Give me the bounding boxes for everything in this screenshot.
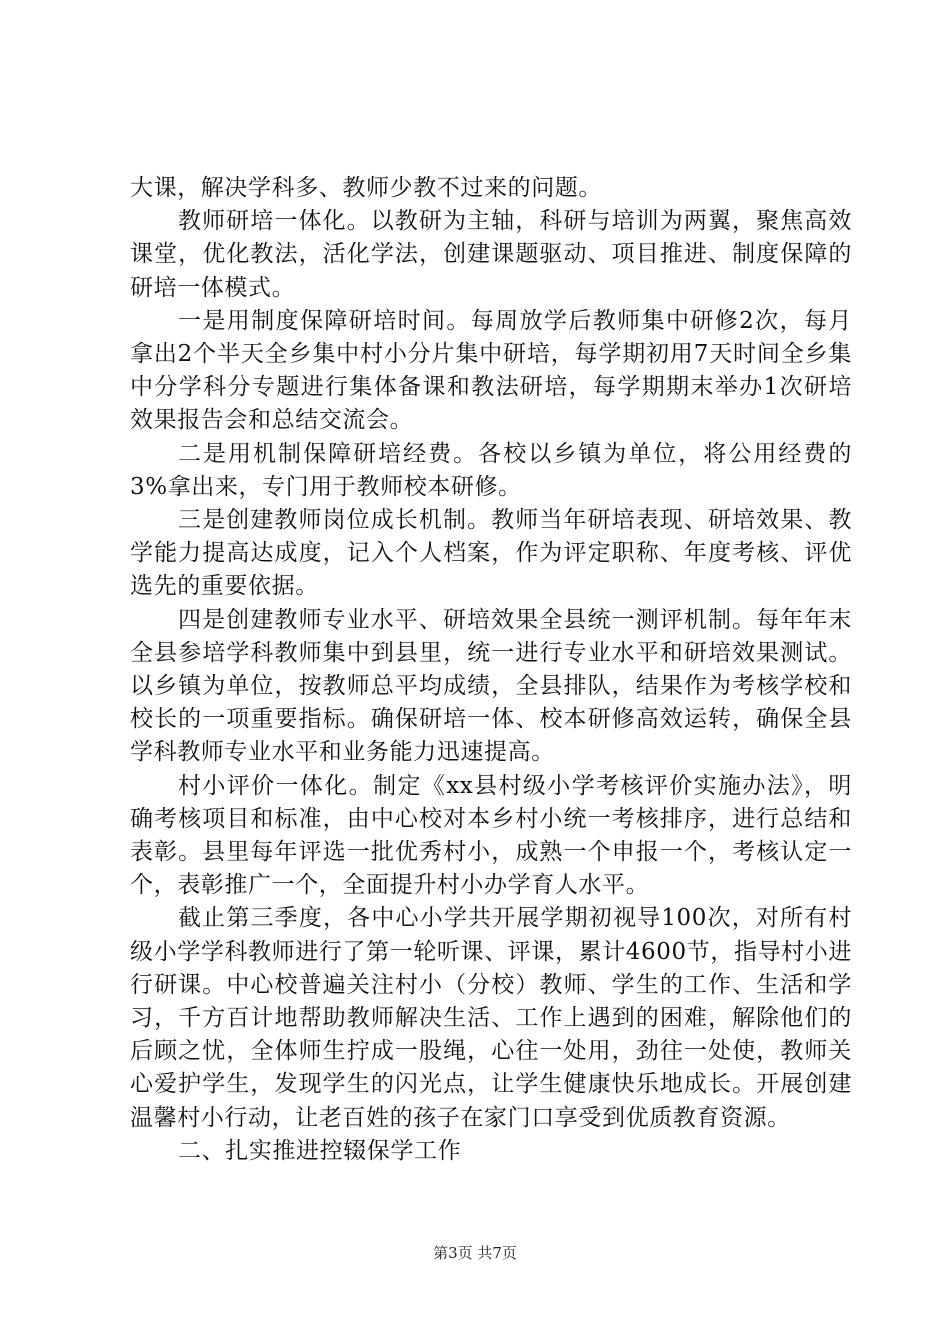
paragraph-continuation: 大课，解决学科多、教师少教不过来的问题。 xyxy=(130,175,602,201)
paragraph-training-funding: 二是用机制保障研培经费。各校以乡镇为单位，将公用经费的3%拿出来，专门用于教师校本研修。 xyxy=(130,440,852,500)
section-heading: 二、扎实推进控辍保学工作 xyxy=(178,1137,462,1164)
page-footer: 第3页 共7页 xyxy=(433,1244,517,1262)
paragraph-progress-summary: 截止第三季度，各中心小学共开展学期初视导100次，对所有村级小学学科教师进行了第一轮听课、评课，累计4600节，指导村小进行研课。中心校普遍关注村小（分校）教师、学生的工作、生活和学习，千方百计地帮助教师解决生活、工作上遇到的困难，解除他们的后顾之忧，全体师生拧成一股绳，心往一处用，劲往一处使，教师关心爱护学生，发现学生的闪光点，让学生健康快乐地成长。开展创建温馨村小行动，让老百姓的孩子在家门口享受到优质教育资源。 xyxy=(130,905,852,1131)
document-body xyxy=(130,172,852,1168)
paragraph-teacher-training-integration: 教师研培一体化。以教研为主轴，科研与培训为两翼，聚焦高效课堂，优化教法，活化学法，创建课题驱动、项目推进、制度保障的研培一体模式。 xyxy=(130,208,852,301)
paragraph-village-school-evaluation: 村小评价一体化。制定《xx县村级小学考核评价实施办法》，明确考核项目和标准，由中心校对本乡村小统一考核排序，进行总结和表彰。县里每年评选一批优秀村小，成熟一个申报一个，考核认定一个，表彰推广一个，全面提升村小办学育人水平。 xyxy=(130,772,852,899)
paragraph-training-time: 一是用制度保障研培时间。每周放学后教师集中研修2次，每月拿出2个半天全乡集中村小分片集中研培，每学期初用7天时间全乡集中分学科分专题进行集体备课和教法研培，每学期期末举办1次研培效果报告会和总结交流会。 xyxy=(130,307,852,434)
paragraph-growth-mechanism: 三是创建教师岗位成长机制。教师当年研培表现、研培效果、教学能力提高达成度，记入个人档案，作为评定职称、年度考核、评优选先的重要依据。 xyxy=(130,507,852,600)
paragraph-county-evaluation: 四是创建教师专业水平、研培效果全县统一测评机制。每年年末全县参培学科教师集中到县里，统一进行专业水平和研培效果测试。以乡镇为单位，按教师总平均成绩，全县排队，结果作为考核学校和校长的一项重要指标。确保研培一体、校本研修高效运转，确保全县学科教师专业水平和业务能力迅速提高。 xyxy=(130,606,852,766)
